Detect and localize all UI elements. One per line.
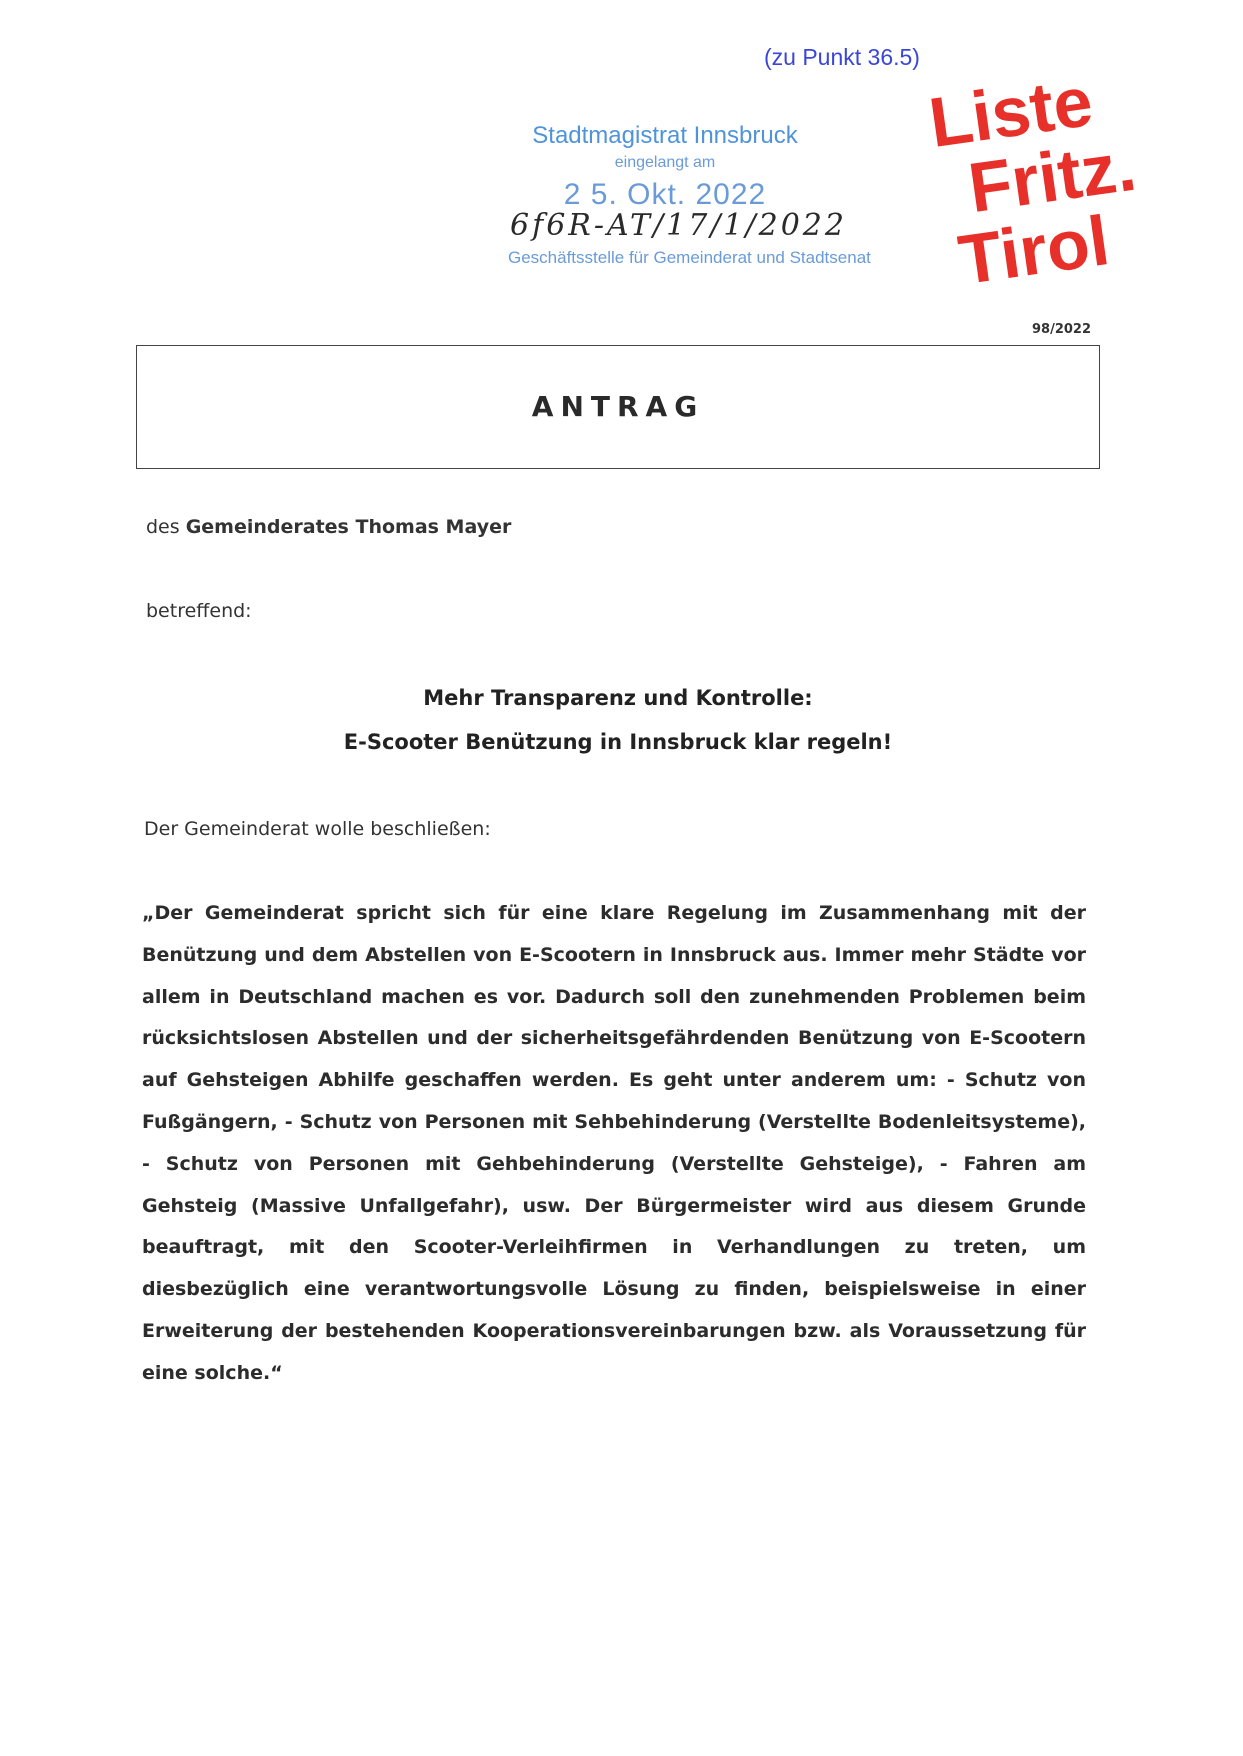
applicant-name: Gemeinderates Thomas Mayer [185,516,512,538]
party-logo [928,62,1188,282]
stamp-received-label: eingelangt am [614,154,716,171]
subject-line-1: Mehr Transparenz und Kontrolle: [423,686,813,710]
liste-fritz-tirol-logo [928,62,1188,282]
resolution-intro: Der Gemeinderat wolle beschließen: [144,818,491,840]
subject-line-2: E-Scooter Benützung in Innsbruck klar regeln! [343,730,893,754]
logo-word-1: Liste [928,62,1098,162]
logo-word-3: Tirol [953,201,1114,282]
logo-word-2: Fritz. [964,126,1141,228]
document-number: 98/2022 [1032,322,1092,337]
applicant-line [146,516,511,538]
regarding-label: betreffend: [146,600,252,622]
handwritten-reference: 6f6R-AT/17/1/2022 [510,208,847,243]
agenda-reference: (zu Punkt 36.5) [764,44,920,70]
stamp-department: Geschäftsstelle für Gemeinderat und Stadtsenat [508,248,871,267]
stamp-office: Stadtmagistrat Innsbruck [532,122,798,149]
stamp-date: 2 5. Okt. 2022 [563,178,767,211]
applicant-prefix: des [146,516,180,538]
document-title: ANTRAG [531,390,705,423]
motion-text: „Der Gemeinderat spricht sich für eine klare Regelung im Zusammenhang mit der Benützung und dem Abstellen von E-Scootern in Innsbruck aus. Immer mehr Städte vor allem in Deutschland machen es vor. Dadurch soll den zunehmenden Problemen beim rücksichtslosen Abstellen und der sicherheitsgefährdenden Benützung von E-Scootern auf Gehsteigen Abhilfe geschaffen werden. Es geht unter anderem um: - Schutz von Fußgängern, - Schutz von Personen mit Sehbehinderung (Verstellte Bodenleitsysteme), - Schutz von Personen mit Gehbehinderung (Verstellte Gehsteige), - Fahren am Gehsteig (Massive Unfallgefahr), usw. Der Bürgermeister wird aus diesem Grunde beauftragt, mit den Scooter-Verleihfirmen in Verhandlungen zu treten, um diesbezüglich eine verantwortungsvolle Lösung zu finden, beispielsweise in einer Erweiterung der bestehenden Kooperationsvereinbarungen bzw. als Voraussetzung für eine solche.“ [142,902,1086,1384]
